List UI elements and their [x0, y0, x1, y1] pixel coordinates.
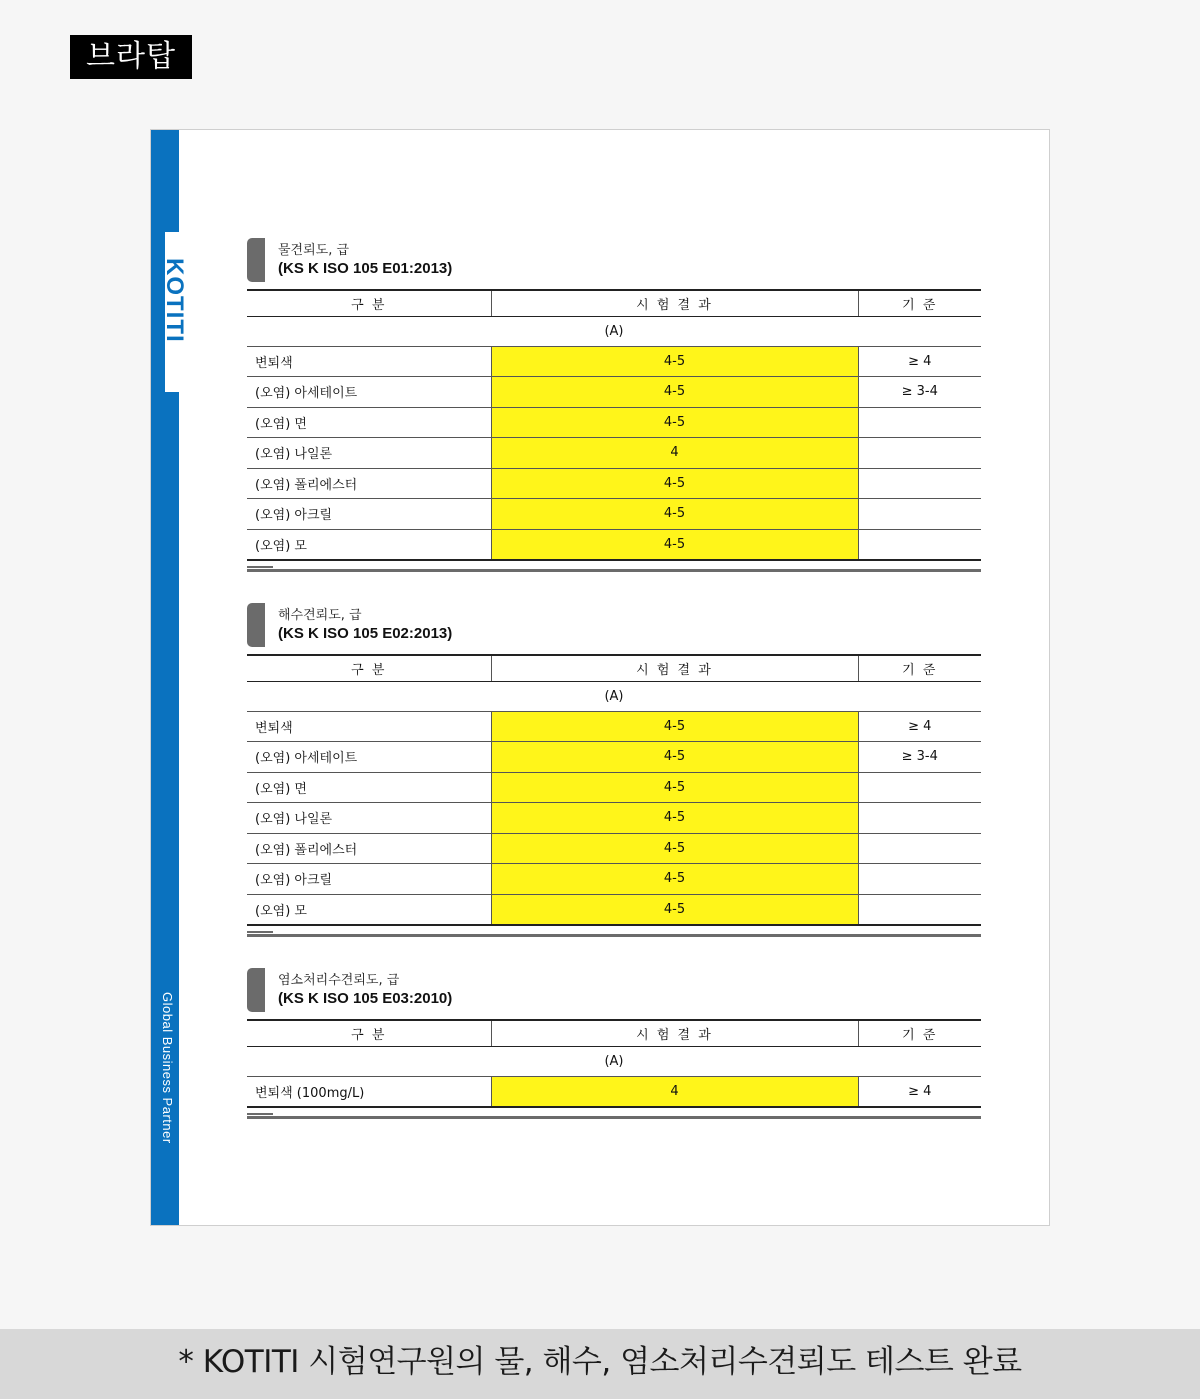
row-standard: [858, 529, 981, 560]
row-label: (오염) 나일론: [247, 803, 491, 834]
row-standard: [858, 833, 981, 864]
section-marker: [247, 968, 265, 1012]
row-standard: [858, 407, 981, 438]
section-standard-code: (KS K ISO 105 E01:2013): [278, 260, 453, 277]
table-row: [247, 377, 981, 408]
caption-bar: * KOTITI 시험연구원의 물, 해수, 염소처리수견뢰도 테스트 완료: [0, 1329, 1200, 1399]
row-result: 4-5: [491, 407, 858, 438]
row-label: 변퇴색 (100mg/L): [247, 1076, 491, 1107]
table-row: [247, 438, 981, 469]
row-result: 4-5: [491, 529, 858, 560]
table-row: [247, 833, 981, 864]
table-row: [247, 742, 981, 773]
row-standard: [858, 499, 981, 530]
section-header: [247, 965, 981, 1019]
row-standard: [858, 468, 981, 499]
header-category: 구 분: [247, 1020, 491, 1046]
row-result: 4-5: [491, 864, 858, 895]
row-standard: [858, 864, 981, 895]
section-end-rule: [247, 569, 981, 572]
row-label: (오염) 아크릴: [247, 864, 491, 895]
sample-label: (A): [247, 316, 981, 346]
section-title: 물견뢰도, 급: [278, 243, 350, 258]
header-standard: 기 준: [858, 290, 981, 316]
row-label: (오염) 모: [247, 529, 491, 560]
header-category: 구 분: [247, 655, 491, 681]
section-marker: [247, 603, 265, 647]
section-end-rule: [247, 934, 981, 937]
result-table: [247, 654, 981, 926]
row-result: 4-5: [491, 468, 858, 499]
sample-row: [247, 681, 981, 711]
row-label: (오염) 아크릴: [247, 499, 491, 530]
sidebar-slogan: Global Business Partner: [160, 992, 175, 1144]
header-category: 구 분: [247, 290, 491, 316]
row-result: 4-5: [491, 803, 858, 834]
row-result: 4: [491, 438, 858, 469]
row-label: (오염) 모: [247, 894, 491, 925]
table-row: [247, 407, 981, 438]
row-result: 4-5: [491, 742, 858, 773]
row-standard: ≥ 4: [858, 711, 981, 742]
product-name-tag: 브라탑: [70, 35, 192, 79]
test-section: [247, 600, 981, 937]
section-title: 해수견뢰도, 급: [278, 608, 362, 623]
row-standard: [858, 803, 981, 834]
row-standard: ≥ 3-4: [858, 377, 981, 408]
section-end-rule: [247, 1116, 981, 1119]
row-result: 4-5: [491, 772, 858, 803]
header-result: 시 험 결 과: [491, 290, 858, 316]
sample-label: (A): [247, 681, 981, 711]
row-result: 4: [491, 1076, 858, 1107]
sample-row: [247, 1046, 981, 1076]
section-header: [247, 235, 981, 289]
table-row: [247, 468, 981, 499]
row-result: 4-5: [491, 377, 858, 408]
row-result: 4-5: [491, 894, 858, 925]
table-row: [247, 499, 981, 530]
row-result: 4-5: [491, 711, 858, 742]
table-row: [247, 1076, 981, 1107]
row-standard: [858, 772, 981, 803]
header-standard: 기 준: [858, 1020, 981, 1046]
header-result: 시 험 결 과: [491, 655, 858, 681]
row-result: 4-5: [491, 833, 858, 864]
row-label: (오염) 면: [247, 772, 491, 803]
result-table: [247, 1019, 981, 1108]
table-row: [247, 803, 981, 834]
row-label: 변퇴색: [247, 711, 491, 742]
row-label: (오염) 아세테이트: [247, 742, 491, 773]
table-row: [247, 711, 981, 742]
section-title: 염소처리수견뢰도, 급: [278, 973, 400, 988]
row-result: 4-5: [491, 346, 858, 377]
table-row: [247, 529, 981, 560]
kotiti-logo: KOTITI: [161, 258, 188, 343]
test-report-document: [150, 129, 1050, 1226]
section-marker: [247, 238, 265, 282]
header-result: 시 험 결 과: [491, 1020, 858, 1046]
table-row: [247, 894, 981, 925]
table-row: [247, 772, 981, 803]
row-standard: [858, 438, 981, 469]
row-label: 변퇴색: [247, 346, 491, 377]
row-standard: ≥ 4: [858, 1076, 981, 1107]
row-result: 4-5: [491, 499, 858, 530]
test-section: [247, 235, 981, 572]
row-label: (오염) 폴리에스터: [247, 468, 491, 499]
row-standard: ≥ 4: [858, 346, 981, 377]
row-label: (오염) 면: [247, 407, 491, 438]
table-row: [247, 346, 981, 377]
table-row: [247, 864, 981, 895]
test-section: [247, 965, 981, 1119]
section-standard-code: (KS K ISO 105 E02:2013): [278, 625, 453, 642]
sample-label: (A): [247, 1046, 981, 1076]
header-standard: 기 준: [858, 655, 981, 681]
row-label: (오염) 나일론: [247, 438, 491, 469]
row-label: (오염) 아세테이트: [247, 377, 491, 408]
result-table: [247, 289, 981, 561]
row-standard: ≥ 3-4: [858, 742, 981, 773]
section-header: [247, 600, 981, 654]
row-standard: [858, 894, 981, 925]
row-label: (오염) 폴리에스터: [247, 833, 491, 864]
section-standard-code: (KS K ISO 105 E03:2010): [278, 990, 453, 1007]
sample-row: [247, 316, 981, 346]
